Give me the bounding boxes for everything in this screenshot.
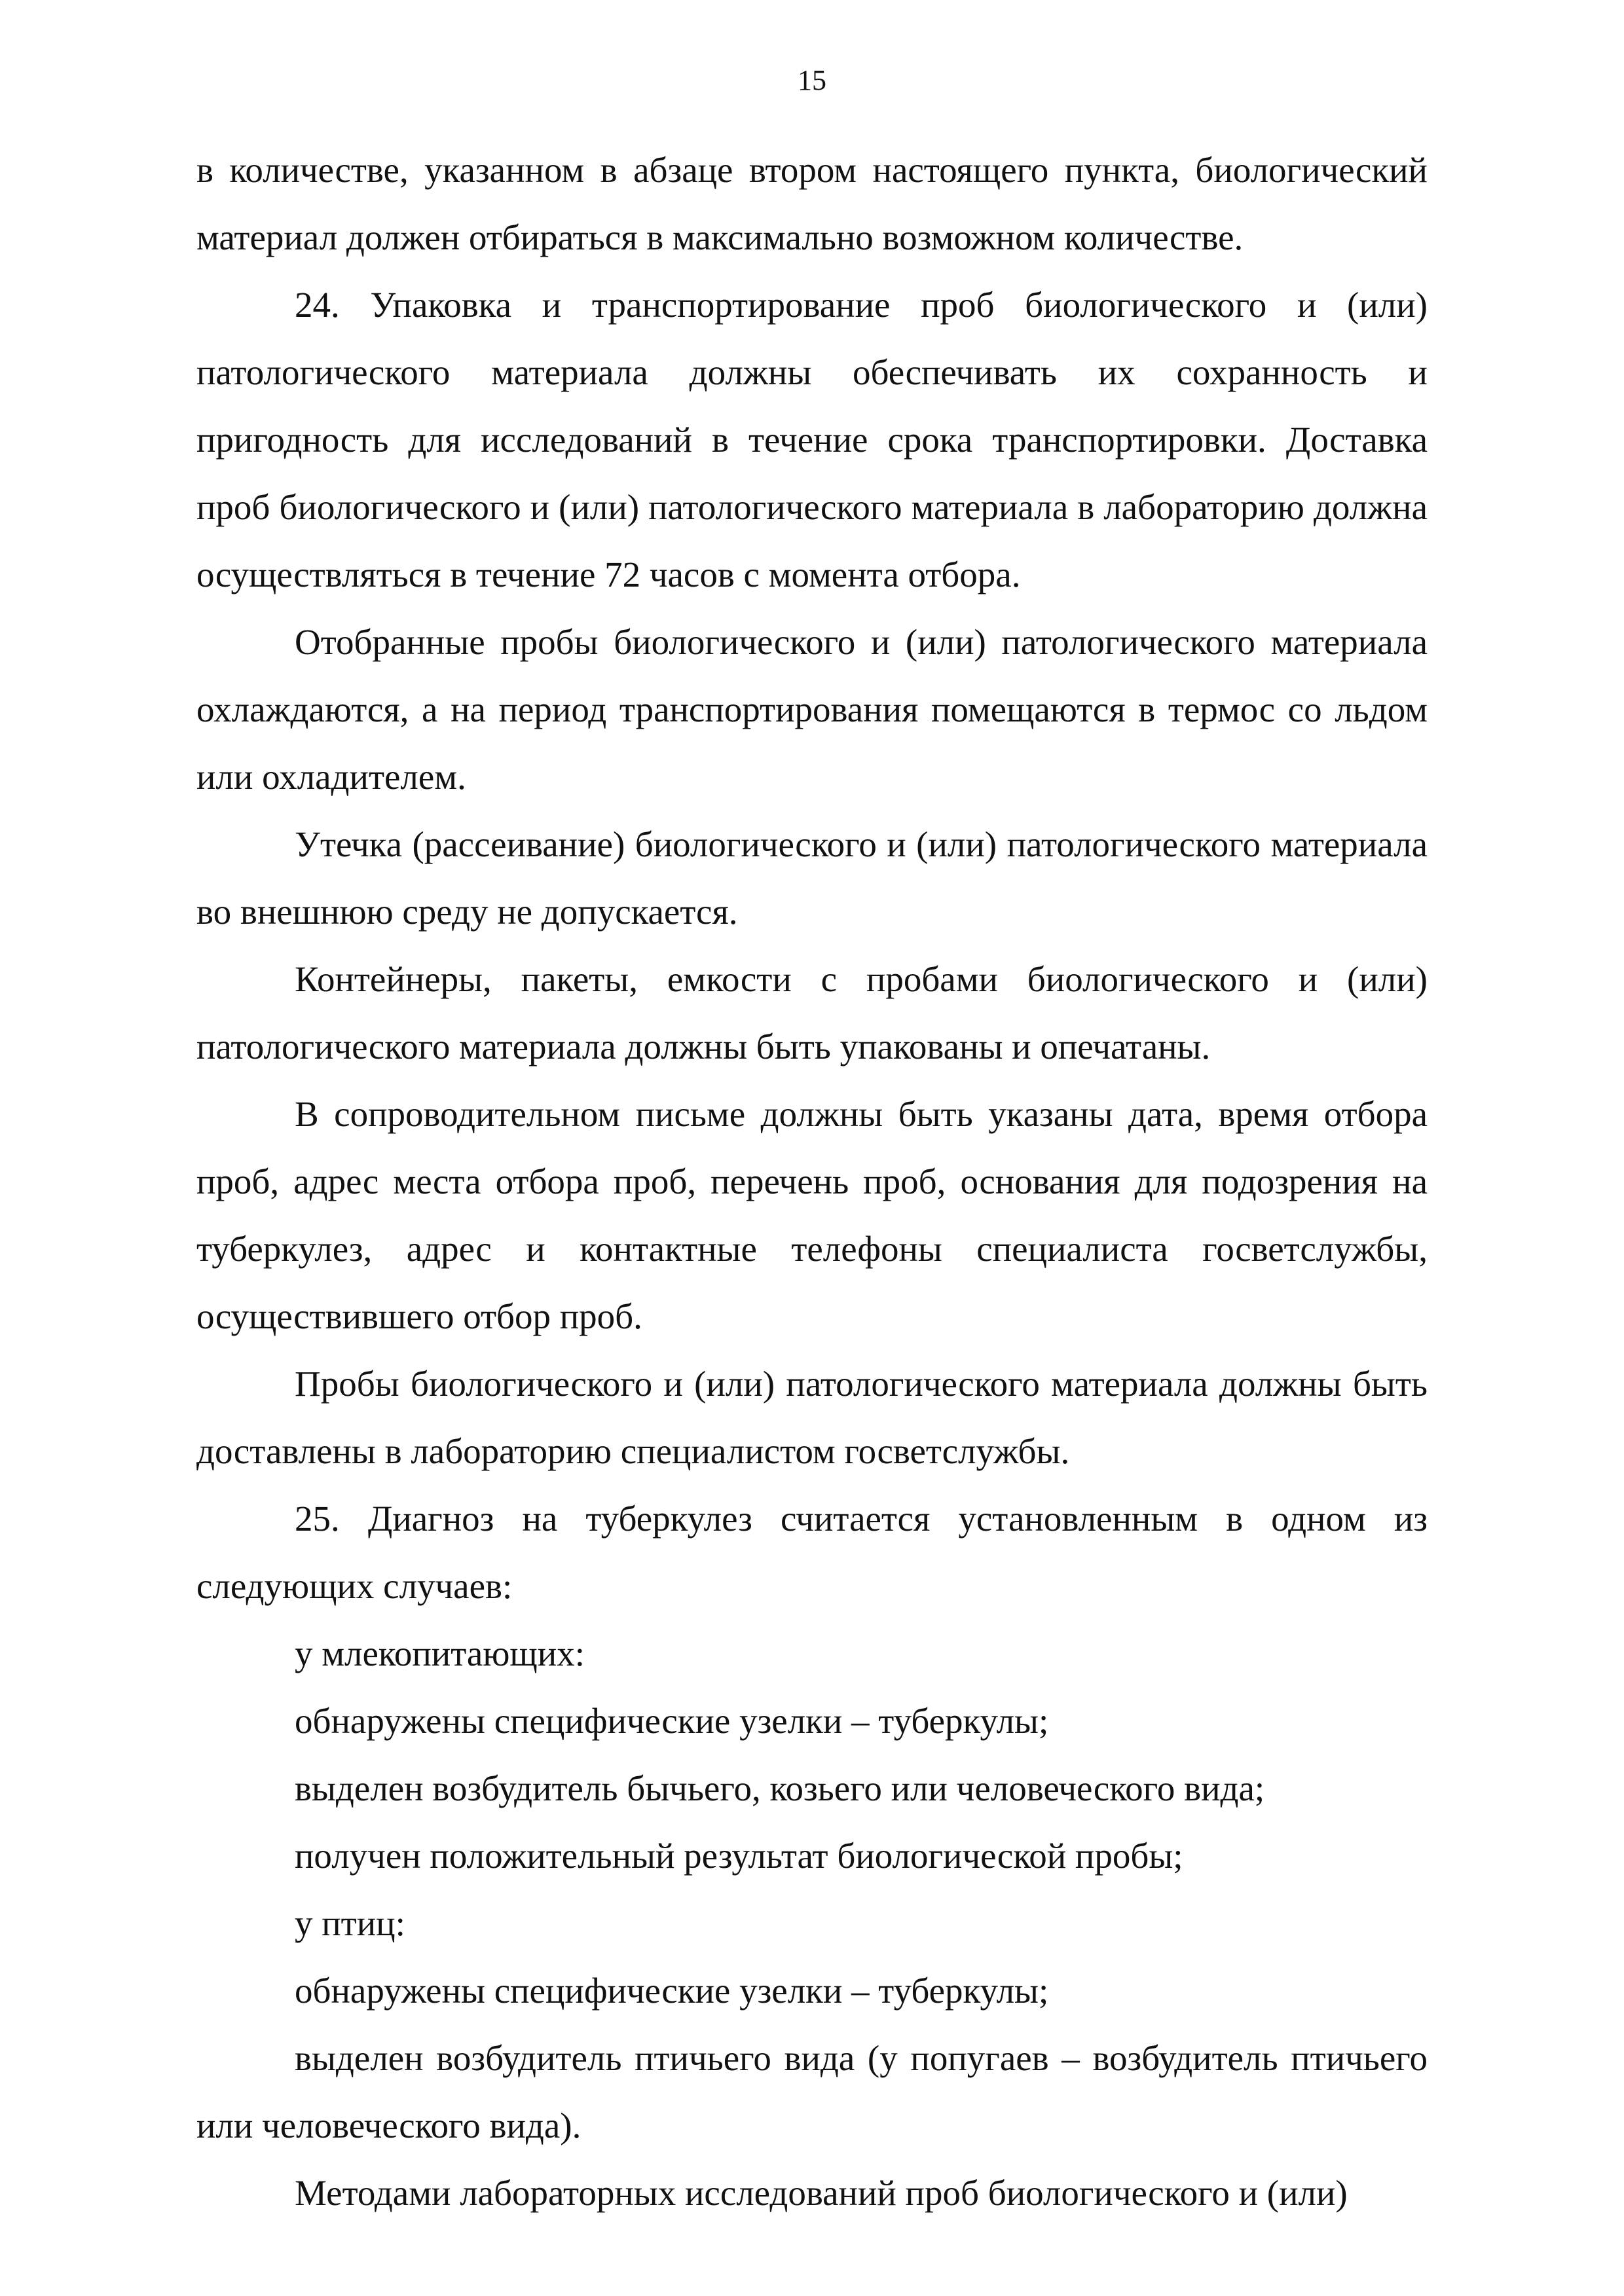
document-body	[196, 136, 1428, 2227]
page-number: 15	[798, 64, 826, 96]
paragraph-cover-letter: В сопроводительном письме должны быть указаны дата, время отбора проб, адрес места отбора проб, перечень проб, основания для подозрения на туберкулез, адрес и контактные телефоны специалиста госветслужбы, осуществившего отбор проб.	[196, 1094, 1428, 1336]
list-item: обнаружены специфические узелки – туберкулы;	[295, 1701, 1049, 1741]
list-heading-mammals: у млекопитающих:	[295, 1633, 585, 1673]
paragraph-lab-methods: Методами лабораторных исследований проб биологического и (или)	[295, 2173, 1348, 2213]
paragraph-cooling: Отобранные пробы биологического и (или) патологического материала охлаждаются, а на период транспортирования помещаются в термос со льдом или охладителем.	[196, 622, 1428, 797]
paragraph-delivery: Пробы биологического и (или) патологического материала должны быть доставлены в лабораторию специалистом госветслужбы.	[196, 1364, 1428, 1471]
list-item: выделен возбудитель бычьего, козьего или человеческого вида;	[295, 1768, 1265, 1808]
list-heading-birds: у птиц:	[295, 1903, 405, 1943]
list-item: получен положительный результат биологической пробы;	[295, 1836, 1183, 1876]
paragraph-item-25: 25. Диагноз на туберкулез считается установленным в одном из следующих случаев:	[196, 1499, 1428, 1606]
list-item: выделен возбудитель птичьего вида (у попугаев – возбудитель птичьего или человеческого вида).	[196, 2038, 1428, 2145]
list-item: обнаружены специфические узелки – туберкулы;	[295, 1971, 1049, 2011]
paragraph-containers: Контейнеры, пакеты, емкости с пробами биологического и (или) патологического материала должны быть упакованы и опечатаны.	[196, 959, 1428, 1066]
paragraph-item-24: 24. Упаковка и транспортирование проб биологического и (или) патологического материала должны обеспечивать их сохранность и пригодность для исследований в течение срока транспортировки. Доставка проб биологического и (или) патологического материала в лабораторию должна осуществляться в течение 72 часов с момента отбора.	[196, 285, 1428, 594]
paragraph-leakage: Утечка (рассеивание) биологического и (или) патологического материала во внешнюю среду не допускается.	[196, 824, 1428, 932]
paragraph-continuation: в количестве, указанном в абзаце втором настоящего пункта, биологический материал должен отбираться в максимально возможном количестве.	[196, 150, 1428, 257]
